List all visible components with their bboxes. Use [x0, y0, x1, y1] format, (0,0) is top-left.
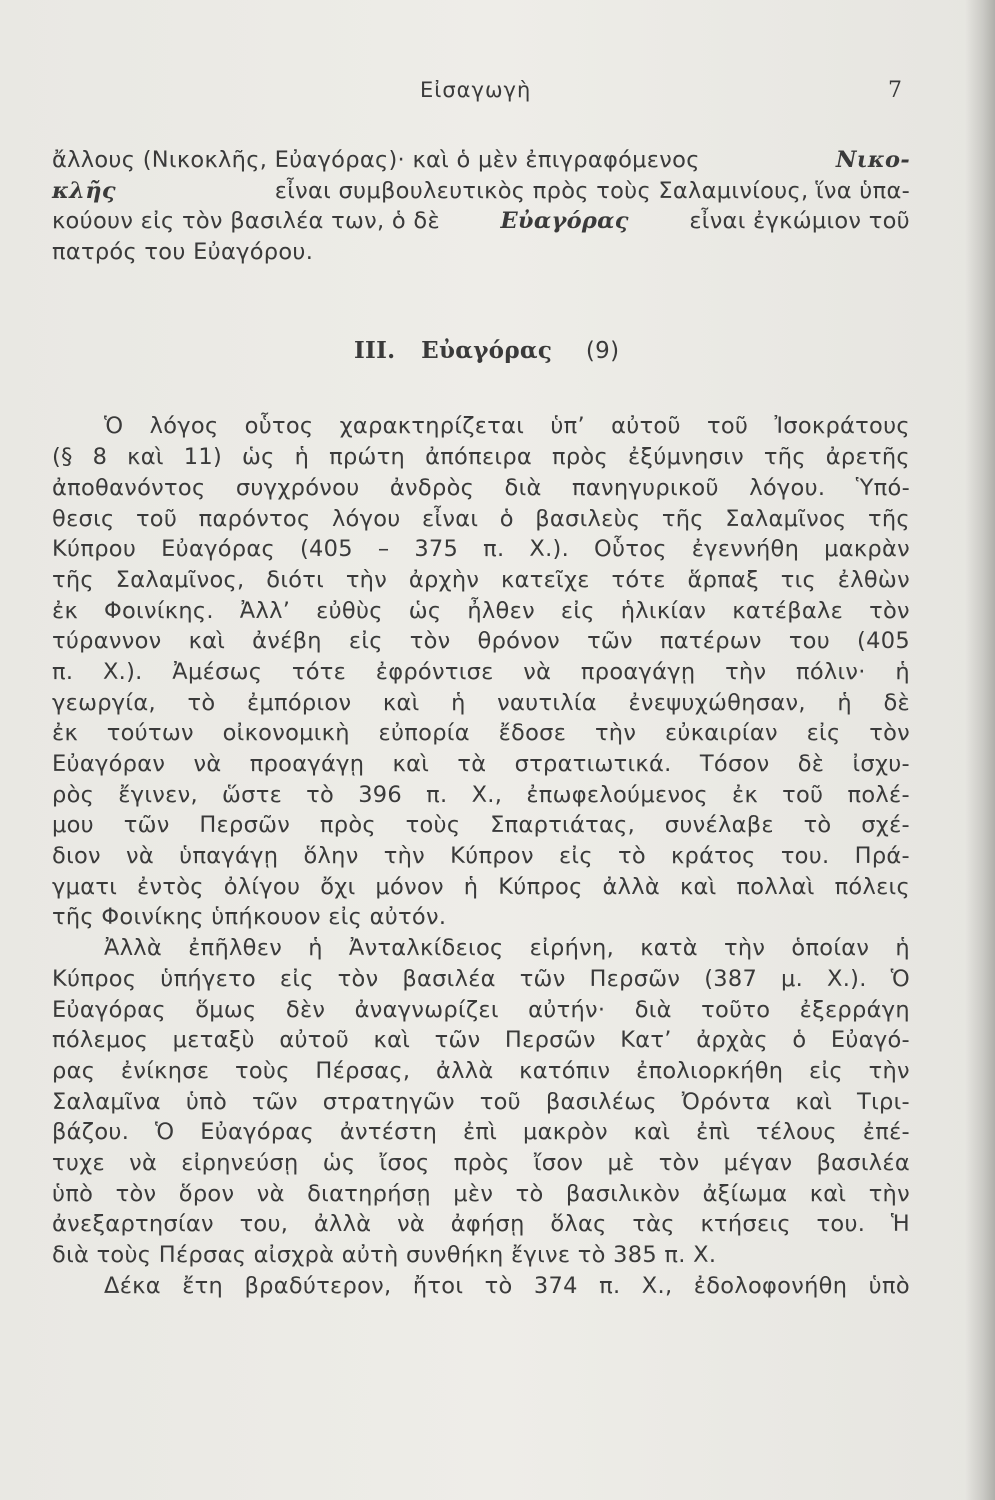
running-head: Εἰσαγωγὴ [420, 78, 532, 102]
text-line: διὰ τοὺς Πέρσας αἰσχρὰ αὐτὴ συνθήκη ἔγινε τὸ 385 π. Χ. [52, 1242, 717, 1268]
text-line: τῆς Φοινίκης ὑπήκουον εἰς αὐτόν. [52, 904, 447, 931]
text-line: Εὐαγόρας ὅμως δὲν ἀναγνωρίζει αὐτήν· διὰ τοῦτο ἐξερράγη [52, 996, 910, 1023]
work-title-nikokles: Νικο- [835, 147, 910, 173]
text-line: ἐκ τούτων οἰκονομικὴ εὐπορία ἔδοσε τὴν εὐκαιρίαν εἰς τὸν [52, 720, 910, 747]
text-line: Σαλαμῖνα ὑπὸ τῶν στρατηγῶν τοῦ βασιλέως Ὀρόντα καὶ Τιρι- [52, 1088, 910, 1115]
text-line [52, 206, 910, 237]
intro-paragraph [52, 145, 910, 268]
text-line: θεσις τοῦ παρόντος λόγου εἶναι ὁ βασιλεὺς τῆς Σαλαμῖνος τῆς [52, 505, 910, 532]
text-line: βάζου. Ὁ Εὐαγόρας ἀντέστη ἐπὶ μακρὸν καὶ ἐπὶ τέλους ἐπέ- [52, 1119, 910, 1146]
section-heading [52, 336, 910, 367]
text-line: Ὁ λόγος οὗτος χαρακτηρίζεται ὑπ’ αὐτοῦ τοῦ Ἰσοκράτους [104, 413, 910, 440]
page-edge-shadow [965, 0, 995, 1500]
paragraph-1 [52, 411, 910, 933]
text-fragment: εἶναι συμβουλευτικὸς πρὸς τοὺς Σαλαμινίους, ἵνα ὑπα- [274, 177, 910, 204]
text-fragment: πατρός του Εὐαγόρου. [52, 239, 314, 266]
section-number: III. [354, 336, 396, 364]
text-fragment: κούουν εἰς τὸν βασιλέα των, ὁ δὲ [52, 208, 440, 235]
text-line: διον νὰ ὑπαγάγῃ ὅλην τὴν Κύπρον εἰς τὸ κράτος του. Πρά- [52, 843, 910, 870]
text-line: πόλεμος μεταξὺ αὐτοῦ καὶ τῶν Περσῶν Κατ’ ἀρχὰς ὁ Εὐαγό- [52, 1027, 910, 1054]
text-fragment: εἶναι ἐγκώμιον τοῦ [689, 208, 910, 235]
text-fragment: ἄλλους (Νικοκλῆς, Εὐαγόρας)· καὶ ὁ μὲν ἐπιγραφόμενος [52, 147, 700, 173]
text-line: ρας ἐνίκησε τοὺς Πέρσας, ἀλλὰ κατόπιν ἐπολιορκήθη εἰς τὴν [52, 1057, 910, 1084]
work-title-evagoras: Εὐαγόρας [500, 208, 629, 235]
text-line: Ἀλλὰ ἐπῆλθεν ἡ Ἀνταλκίδειος εἰρήνη, κατὰ τὴν ὁποίαν ἡ [104, 935, 910, 962]
text-line: γματι ἐντὸς ὀλίγου ὄχι μόνον ἡ Κύπρος ἀλλὰ καὶ πολλαὶ πόλεις [52, 873, 910, 900]
text-line: Κύπρου Εὐαγόρας (405 – 375 π. Χ.). Οὗτος ἐγεννήθη μακρὰν [52, 536, 910, 563]
section-note: (9) [585, 337, 620, 364]
text-line: ἐκ Φοινίκης. Ἀλλ’ εὐθὺς ὡς ἦλθεν εἰς ἡλικίαν κατέβαλε τὸν [52, 597, 910, 624]
text-line: τυχε νὰ εἰρηνεύσῃ ὡς ἴσος πρὸς ἴσον μὲ τὸν μέγαν βασιλέα [52, 1149, 910, 1176]
text-line: π. Χ.). Ἀμέσως τότε ἐφρόντισε νὰ προαγάγῃ τὴν πόλιν· ἡ [52, 658, 910, 685]
paragraph-2 [52, 933, 910, 1271]
page-header [0, 78, 995, 118]
page-number: 7 [888, 78, 902, 103]
work-title-nikokles-cont: κλῆς [52, 177, 116, 204]
section-title: Εὐαγόρας [421, 336, 553, 364]
text-line [52, 237, 910, 268]
text-line: ἀποθανόντος συγχρόνου ἀνδρὸς διὰ πανηγυρικοῦ λόγου. Ὑπό- [52, 474, 910, 501]
text-line [52, 145, 910, 176]
text-line: ἀνεξαρτησίαν του, ἀλλὰ νὰ ἀφήσῃ ὅλας τὰς κτήσεις του. Ἡ [52, 1211, 910, 1238]
text-line: Δέκα ἔτη βραδύτερον, ἤτοι τὸ 374 π. Χ., ἐδολοφονήθη ὑπὸ [104, 1272, 910, 1299]
text-line: τῆς Σαλαμῖνος, διότι τὴν ἀρχὴν κατεῖχε τότε ἅρπαξ τις ἐλθὼν [52, 566, 910, 593]
text-line: Κύπρος ὑπήγετο εἰς τὸν βασιλέα τῶν Περσῶν (387 μ. Χ.). Ὁ [52, 965, 910, 992]
text-line: Εὐαγόραν νὰ προαγάγῃ καὶ τὰ στρατιωτικά. Τόσον δὲ ἰσχυ- [52, 751, 910, 777]
text-line [52, 176, 910, 207]
text-line: ρὸς ἔγινεν, ὥστε τὸ 396 π. Χ., ἐπωφελούμενος ἐκ τοῦ πολέ- [52, 781, 910, 808]
text-line: (§ 8 καὶ 11) ὡς ἡ πρώτη ἀπόπειρα πρὸς ἐξύμνησιν τῆς ἀρετῆς [52, 444, 910, 471]
text-line: γεωργία, τὸ ἐμπόριον καὶ ἡ ναυτιλία ἐνεψυχώθησαν, ἡ δὲ [52, 689, 910, 716]
page-body [52, 145, 910, 1301]
text-line: ὑπὸ τὸν ὅρον νὰ διατηρήσῃ μὲν τὸ βασιλικὸν ἀξίωμα καὶ τὴν [52, 1180, 910, 1207]
paragraph-3 [52, 1271, 910, 1302]
text-line: τύραννον καὶ ἀνέβη εἰς τὸν θρόνον τῶν πατέρων του (405 [52, 628, 910, 655]
text-line: μου τῶν Περσῶν πρὸς τοὺς Σπαρτιάτας, συνέλαβε τὸ σχέ- [52, 812, 910, 839]
